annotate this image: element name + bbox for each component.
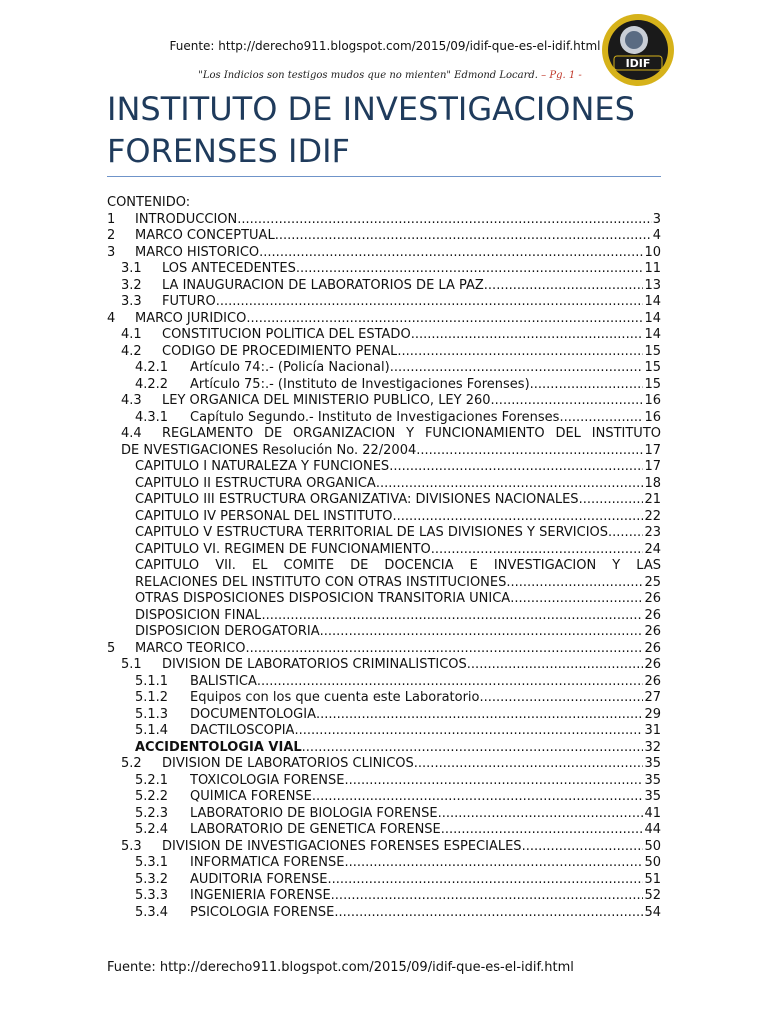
toc-entry[interactable]: 3.3 FUTURO ..... 14 — [107, 294, 661, 311]
page-label: – Pg. 1 - — [541, 70, 582, 81]
title-line-2: FORENSES IDIF — [107, 132, 350, 170]
toc-entry[interactable]: 4.1 CONSTITUCIÓN POLÍTICA DEL ESTADO ..... 14 — [107, 327, 661, 344]
toc-entry[interactable]: DISPOSICIÓN DEROGATORIA ..... 26 — [107, 624, 661, 641]
toc-entry-line1[interactable]: CAPITULO VII. EL COMITÉ DE DOCENCIA E INVESTIGACIÓN Y LAS — [135, 558, 661, 573]
toc-entry[interactable]: 5.3.1 INFORMÁTICA FORENSE ..... 50 — [107, 855, 661, 872]
footer-source-link[interactable]: Fuente: http://derecho911.blogspot.com/2015/09/idif-que-es-el-idif.html — [107, 960, 574, 975]
toc-entry[interactable]: 5.3.2 AUDITORIA FORENSE ..... 51 — [107, 872, 661, 889]
toc-entry[interactable]: 5.1.4 DACTILOSCOPIA ..... 31 — [107, 723, 661, 740]
toc-entry[interactable]: ACCIDENTOLOGIA VIAL ..... 32 — [107, 740, 661, 757]
toc-entry[interactable]: 3 MARCO HISTÓRICO ..... 10 — [107, 245, 661, 262]
toc-entry[interactable]: 3.1 LOS ANTECEDENTES ..... 11 — [107, 261, 661, 278]
toc-entry[interactable]: 5.3.4 PSICOLOGÍA FORENSE ..... 54 — [107, 905, 661, 922]
toc-entry-line2[interactable]: RELACIONES DEL INSTITUTO CON OTRAS INSTITUCIONES ..... 25 — [107, 575, 661, 592]
toc-entry[interactable]: 5.3 DIVISIÓN DE INVESTIGACIONES FORENSES ESPECIALES ..... 50 — [107, 839, 661, 856]
header-quote — [170, 70, 610, 81]
toc-entry[interactable]: 3.2 LA INAUGURACIÓN DE LABORATORIOS DE LA PAZ ..... 13 — [107, 278, 661, 295]
toc-entry[interactable]: CAPITULO I NATURALEZA Y FUNCIONES ..... 17 — [107, 459, 661, 476]
toc-entry[interactable]: 4.3 LEY ORGÁNICA DEL MINISTERIO PÚBLICO, LEY 260 ..... 16 — [107, 393, 661, 410]
toc-entry[interactable]: 4.3.1 Capítulo Segundo.- Instituto de Investigaciones Forenses ..... 16 — [107, 410, 661, 427]
toc-entry[interactable]: 5.1.1 BALÍSTICA ..... 26 — [107, 674, 661, 691]
toc-entry[interactable]: 4 MARCO JURÍDICO ..... 14 — [107, 311, 661, 328]
toc-entry[interactable]: 5.1.3 DOCUMENTOLOGÍA ..... 29 — [107, 707, 661, 724]
toc-entry[interactable]: 4.2.2 Artículo 75:.- (Instituto de Investigaciones Forenses) ..... 15 — [107, 377, 661, 394]
toc-entry[interactable]: 1 INTRODUCCIÓN ..... 3 — [107, 212, 661, 229]
toc-entry[interactable]: CAPITULO III ESTRUCTURA ORGANIZATIVA: DIVISIONES NACIONALES ..... 21 — [107, 492, 661, 509]
toc-entry[interactable]: 4.2 CÓDIGO DE PROCEDIMIENTO PENAL ..... 15 — [107, 344, 661, 361]
toc-entry[interactable]: CAPITULO V ESTRUCTURA TERRITORIAL DE LAS DIVISIONES Y SERVICIOS ..... 23 — [107, 525, 661, 542]
toc-entry[interactable]: 5.3.3 INGENIERÍA FORENSE ..... 52 — [107, 888, 661, 905]
toc-heading: CONTENIDO: — [107, 195, 191, 210]
toc-entry[interactable]: 5.1 DIVISIÓN DE LABORATORIOS CRIMINALÍSTICOS ..... 26 — [107, 657, 661, 674]
logo-text: IDIF — [625, 57, 651, 70]
toc-entry[interactable]: 2 MARCO CONCEPTUAL ..... 4 — [107, 228, 661, 245]
toc-entry[interactable]: CAPÍTULO II ESTRUCTURA ORGÁNICA ..... 18 — [107, 476, 661, 493]
title-divider — [107, 176, 661, 177]
table-of-contents — [107, 195, 661, 921]
toc-entry[interactable]: DISPOSICIÓN FINAL ..... 26 — [107, 608, 661, 625]
page-title — [107, 88, 667, 172]
toc-entry[interactable]: 5.2.3 LABORATORIO DE BIOLOGÍA FORENSE ..... 41 — [107, 806, 661, 823]
toc-entry[interactable]: 5.1.2 Equipos con los que cuenta este Laboratorio ..... 27 — [107, 690, 661, 707]
toc-entry[interactable]: 5.2.4 LABORATORIO DE GENÉTICA FORENSE ..... 44 — [107, 822, 661, 839]
toc-entry[interactable]: 5 MARCO TEÓRICO ..... 26 — [107, 641, 661, 658]
toc-entry[interactable]: 5.2 DIVISIÓN DE LABORATORIOS CLÍNICOS ..... 35 — [107, 756, 661, 773]
title-line-1: INSTITUTO DE INVESTIGACIONES — [107, 90, 635, 128]
toc-entry[interactable]: CAPITULO IV PERSONAL DEL INSTITUTO ..... 22 — [107, 509, 661, 526]
toc-entry-line1[interactable]: 4.4 REGLAMENTO DE ORGANIZACIÓN Y FUNCIONAMIENTO DEL INSTITUTO — [121, 426, 661, 441]
toc-entry-line2[interactable]: DE NVESTIGACIONES Resolución No. 22/2004 ..... 17 — [107, 443, 661, 460]
toc-entry[interactable]: 5.2.1 TOXICOLOGIA FORENSE ..... 35 — [107, 773, 661, 790]
toc-entry[interactable]: 5.2.2 QUÍMICA FORENSE ..... 35 — [107, 789, 661, 806]
toc-entry[interactable]: 4.2.1 Artículo 74:.- (Policía Nacional) ..... 15 — [107, 360, 661, 377]
quote-text: "Los Indicios son testigos mudos que no mienten" Edmond Locard. — [198, 70, 538, 81]
header-source-link[interactable]: Fuente: http://derecho911.blogspot.com/2015/09/idif-que-es-el-idif.html — [169, 39, 601, 53]
toc-entry[interactable]: CAPÍTULO VI. REGIMEN DE FUNCIONAMIENTO ..... 24 — [107, 542, 661, 559]
toc-entry[interactable]: OTRAS DISPOSICIONES DISPOSICIÓN TRANSITORIA ÚNICA ..... 26 — [107, 591, 661, 608]
idif-logo — [600, 12, 676, 88]
